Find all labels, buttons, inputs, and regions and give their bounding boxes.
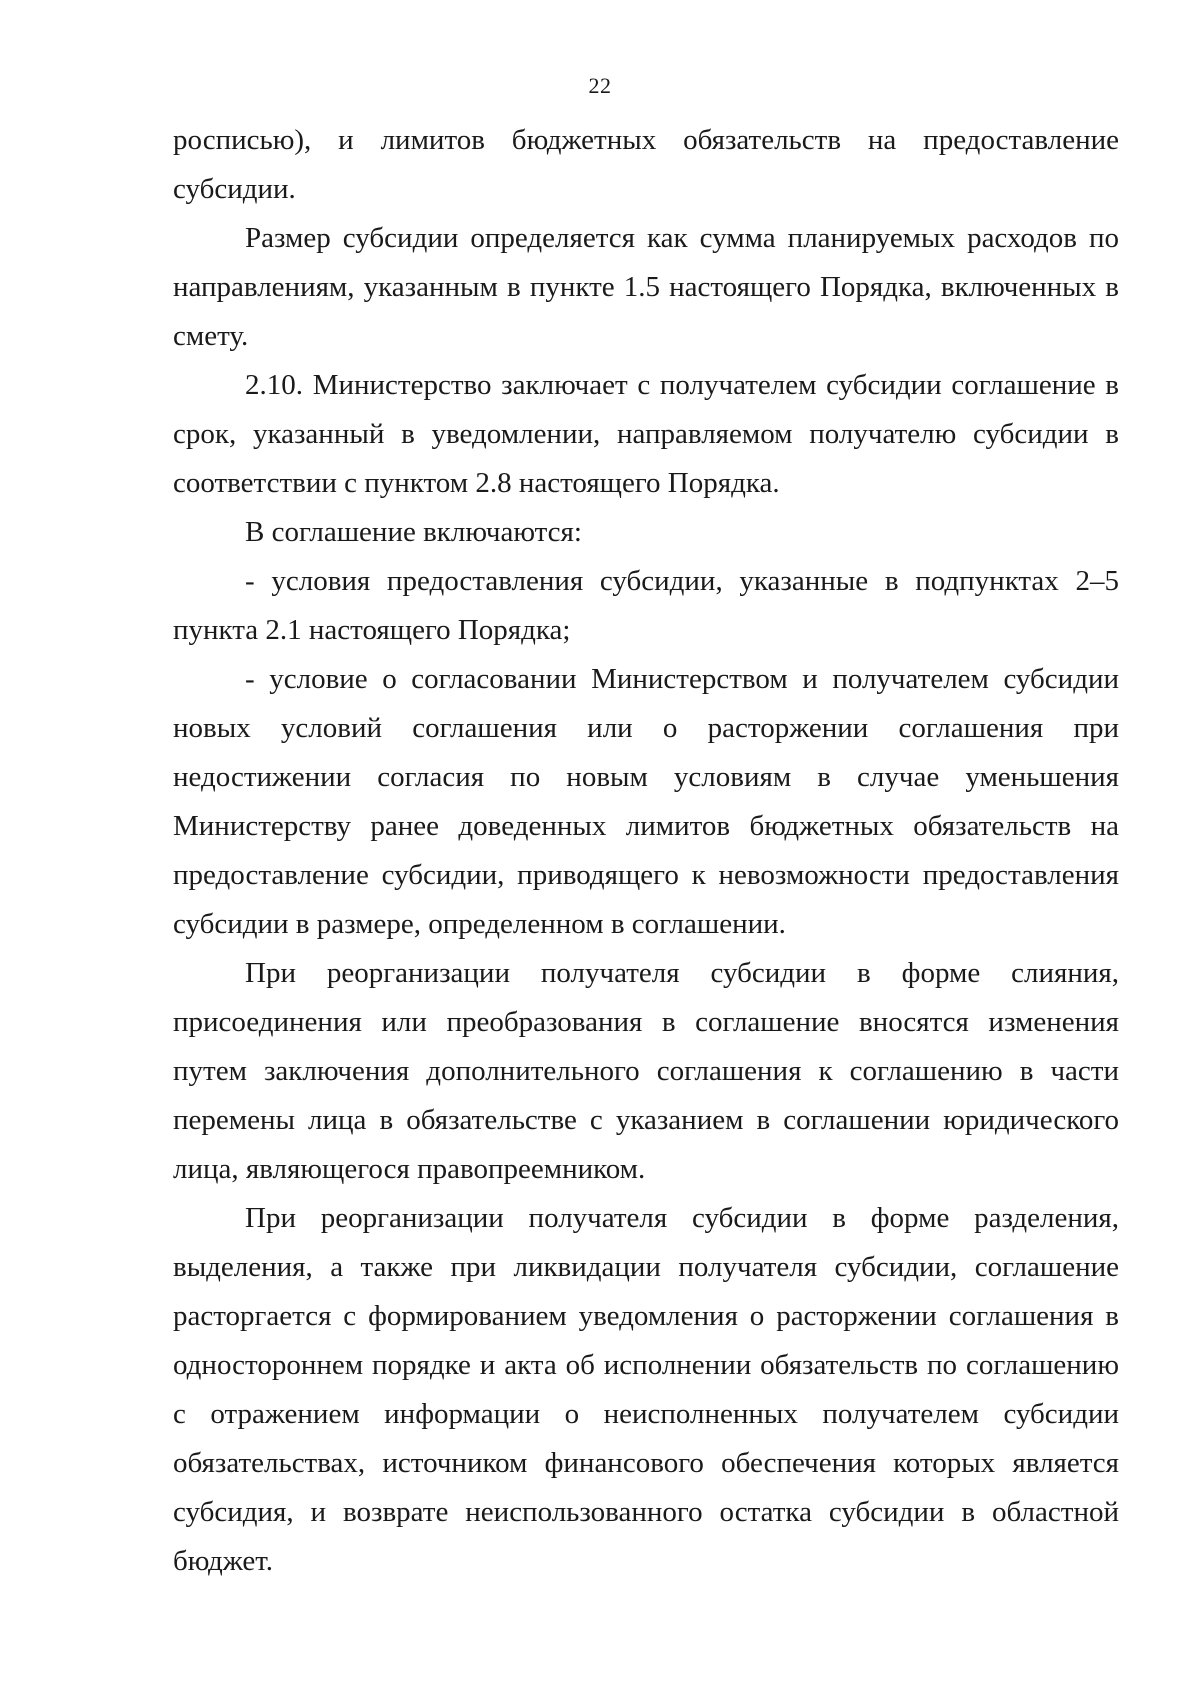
paragraph-4: В соглашение включаются: (245, 516, 582, 548)
paragraph-6: - условие о согласовании Министерством и получателем субсидии новых условий соглашения или о расторжении соглашения при недостижении согласия по новым условиям в случае уменьшения Министерству ранее доведенных лимитов бюджетных обязательств на предоставление субсидии, приводящего к невозможности предоставления субсидии в размере, определенном в соглашении. (173, 663, 1119, 940)
paragraph-3: 2.10. Министерство заключает с получателем субсидии соглашение в срок, указанный в уведомлении, направляемом получателю субсидии в соответствии с пунктом 2.8 настоящего Порядка. (173, 369, 1119, 499)
paragraph-8: При реорганизации получателя субсидии в форме разделения, выделения, а также при ликвидации получателя субсидии, соглашение расторгается с формированием уведомления о расторжении соглашения в одностороннем порядке и акта об исполнении обязательств по соглашению с отражением информации о неисполненных получателем субсидии обязательствах, источником финансового обеспечения которых является субсидия, и возврате неиспользованного остатка субсидии в областной бюджет. (173, 1202, 1119, 1577)
paragraph-7: При реорганизации получателя субсидии в форме слияния, присоединения или преобразования в соглашение вносятся изменения путем заключения дополнительного соглашения к соглашению в части перемены лица в обязательстве с указанием в соглашении юридического лица, являющегося правопреемником. (173, 957, 1119, 1185)
page-number: 22 (588, 73, 612, 98)
paragraph-2: Размер субсидии определяется как сумма планируемых расходов по направлениям, указанным в пункте 1.5 настоящего Порядка, включенных в смету. (173, 222, 1119, 352)
paragraph-1: росписью), и лимитов бюджетных обязательств на предоставление субсидии. (173, 124, 1119, 205)
paragraph-5: - условия предоставления субсидии, указанные в подпунктах 2–5 пункта 2.1 настоящего Порядка; (173, 565, 1119, 646)
document-body (173, 116, 1119, 1586)
